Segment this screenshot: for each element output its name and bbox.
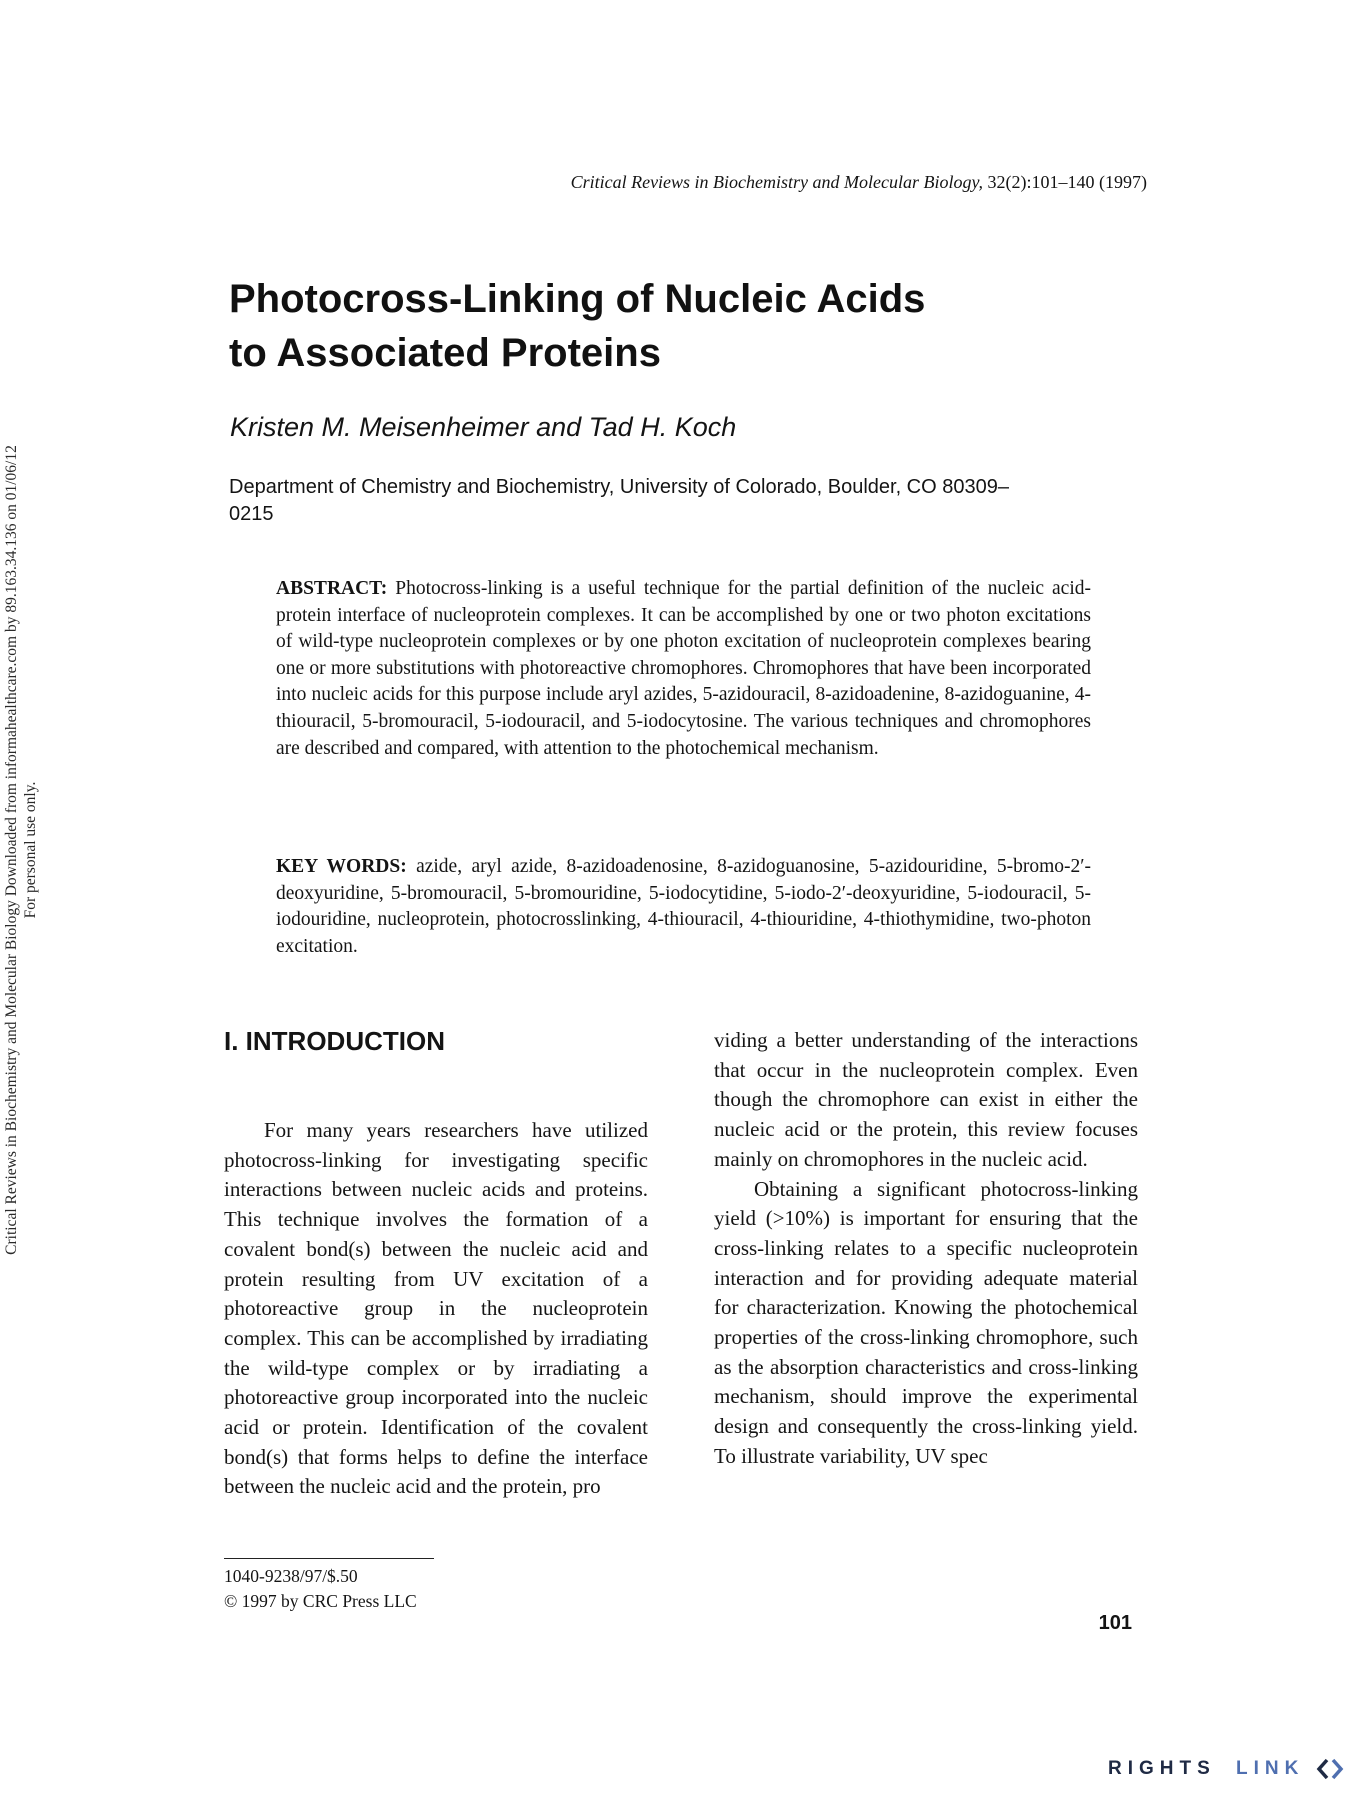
journal-reference [571,172,1147,193]
footnote-copyright: © 1997 by CRC Press LLC [224,1591,417,1611]
keywords-label: KEY WORDS: [276,856,407,877]
authors: Kristen M. Meisenheimer and Tad H. Koch [230,412,737,442]
journal-citation: 32(2):101–140 (1997) [987,172,1147,192]
affiliation-line1: Department of Chemistry and Biochemistry, University of Colorado, Boulder, CO 80309– [229,476,1009,498]
download-stamp [2,350,40,1350]
keywords-text: azide, aryl azide, 8-azidoadenosine, 8-azidoguanosine, 5-azidouridine, 5-bromo-2′-deoxyuridine, 5-bromouracil, 5-bromouridine, 5-iodocytidine, 5-iodo-2′-deoxyuridine, 5-iodouracil, 5-iodouridine, nucleoprotein, photocrosslinking, 4-thiouracil, 4-thiouridine, 4-thiothymidine, two-photon excitation. [276,856,1092,957]
rightslink-chevron-left-icon [1319,1760,1327,1778]
journal-name: Critical Reviews in Biochemistry and Molecular Biology, [570,172,984,192]
footnote [224,1564,417,1614]
page-number: 101 [1098,1612,1132,1634]
footnote-code: 1040-9238/97/$.50 [224,1566,358,1586]
download-stamp-line2: For personal use only. [22,781,39,919]
section-heading: I. INTRODUCTION [224,1026,445,1056]
keywords [276,854,1091,960]
affiliation-line2: 0215 [229,503,274,525]
article-title-line1: Photocross-Linking of Nucleic Acids [229,277,926,321]
body-paragraph: viding a better understanding of the interactions that occur in the nucleoprotein complex. Even though the chromophore can exist in either the nucleic acid or the protein, this review focuses mainly on chromophores in the nucleic acid. [714,1028,1138,1171]
abstract-label: ABSTRACT: [276,578,388,599]
rightslink-logo-right: LINK [1236,1758,1305,1779]
abstract-text: Photocross-linking is a useful technique for the partial definition of the nucleic acid-protein interface of nucleoprotein complexes. It can be accomplished by one or two photon excitations of wild-type nucleoprotein complexes or by one photon excitation of nucleoprotein complexes bearing one or more substitutions with photoreactive chromophores. Chromophores that have been incorporated into nucleic acids for this purpose include aryl azides, 5-azidouracil, 8-azidoadenine, 8-azidoguanine, 4-thiouracil, 5-bromouracil, 5-iodouracil, and 5-iodocytosine. The various techniques and chromophores are described and compared, with attention to the photochemical mechanism. [276,578,1091,759]
rightslink-chevron-right-icon [1333,1760,1341,1778]
rightslink-logo [1108,1754,1344,1788]
abstract [276,576,1091,762]
footnote-rule [224,1558,434,1559]
body-right-column [714,1026,1138,1472]
body-paragraph: Obtaining a significant photocross-linking yield (>10%) is important for ensuring that the cross-linking relates to a specific nucleoprotein interaction and for providing adequate material for characterization. Knowing the photochemical properties of the cross-linking chromophore, such as the absorption characteristics and cross-linking mechanism, should improve the experimental design and consequently the cross-linking yield. To illustrate variability, UV spec [714,1176,1138,1468]
affiliation [229,474,1109,528]
article-title [229,272,925,380]
body-left-column: For many years researchers have utilized photocross-linking for investigating specific interactions between nucleic acids and proteins. This technique involves the formation of a covalent bond(s) between the nucleic acid and protein resulting from UV excitation of a photoreactive group in the nucleoprotein complex. This can be accomplished by irradiating the wild-type complex or by irradiating a photoreactive group incorporated into the nucleic acid or protein. Identification of the covalent bond(s) that forms helps to define the interface between the nucleic acid and the protein, pro [224,1118,648,1499]
article-title-line2: to Associated Proteins [229,331,661,375]
rightslink-logo-left: RIGHTS [1108,1758,1216,1779]
download-stamp-line1: Critical Reviews in Biochemistry and Molecular Biology Downloaded from informahealthcare.com by 89.163.34.136 on 01/06/12 [3,445,20,1255]
